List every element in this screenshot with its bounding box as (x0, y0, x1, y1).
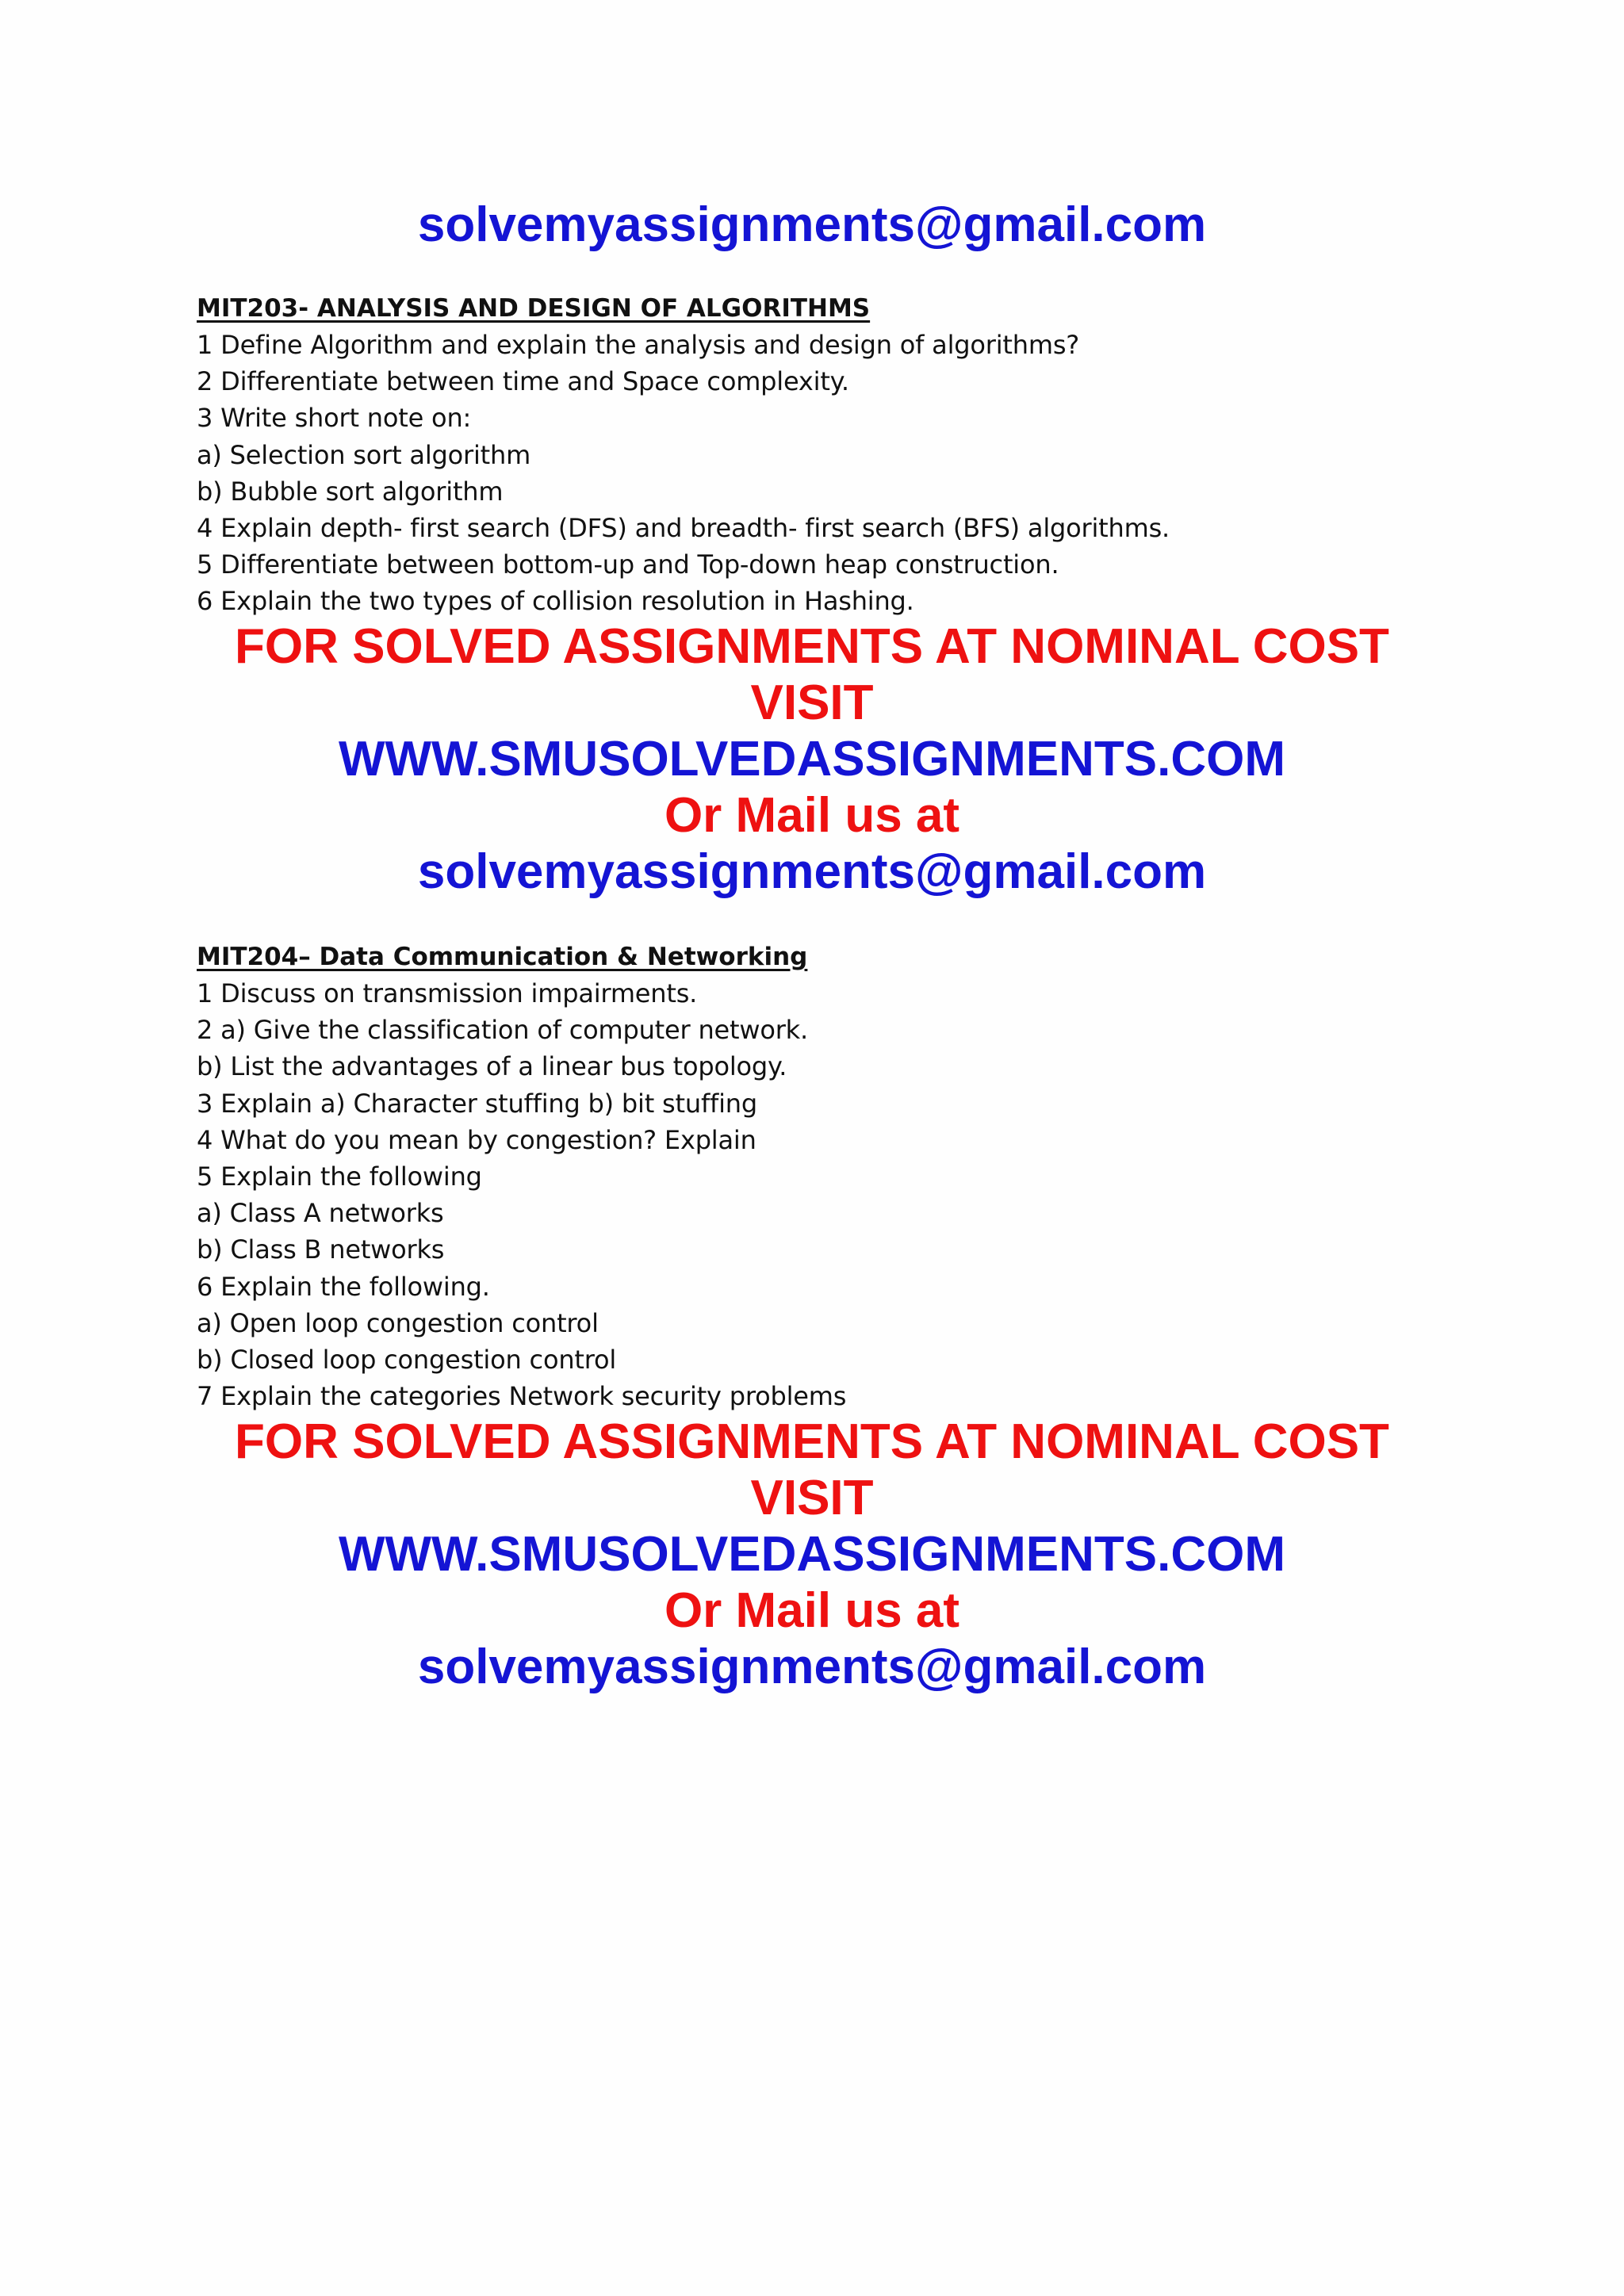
promo-email-link[interactable]: solvemyassignments@gmail.com (417, 844, 1207, 899)
question-line: 2 Differentiate between time and Space complexity. (197, 366, 849, 397)
section-heading: MIT203- ANALYSIS AND DESIGN OF ALGORITHMS (197, 294, 871, 323)
promo-visit: VISIT (750, 675, 874, 730)
promo-headline: FOR SOLVED ASSIGNMENTS AT NOMINAL COST (235, 619, 1389, 674)
question-line: b) Bubble sort algorithm (197, 476, 504, 507)
question-line: 3 Write short note on: (197, 403, 472, 434)
promo-visit: VISIT (750, 1471, 874, 1525)
question-line: b) List the advantages of a linear bus topology. (197, 1051, 787, 1082)
question-line: 6 Explain the following. (197, 1271, 490, 1302)
question-line: 3 Explain a) Character stuffing b) bit stuffing (197, 1088, 757, 1119)
promo-email-link[interactable]: solvemyassignments@gmail.com (417, 1640, 1207, 1694)
promo-mail-prompt: Or Mail us at (664, 788, 960, 843)
section-mit203 (197, 290, 1434, 620)
promo-website-link[interactable]: WWW.SMUSOLVEDASSIGNMENTS.COM (338, 1527, 1286, 1582)
section-mit204 (197, 939, 1434, 1414)
question-line: a) Selection sort algorithm (197, 439, 531, 470)
question-line: 2 a) Give the classification of computer network. (197, 1015, 808, 1046)
question-line: 5 Differentiate between bottom-up and Top-down heap construction. (197, 549, 1059, 580)
question-line: 7 Explain the categories Network security problems (197, 1381, 847, 1412)
question-line: a) Class A networks (197, 1198, 444, 1229)
question-line: b) Class B networks (197, 1234, 445, 1265)
promo-mail-prompt: Or Mail us at (664, 1583, 960, 1638)
promo-website-link[interactable]: WWW.SMUSOLVEDASSIGNMENTS.COM (338, 732, 1286, 786)
section-heading: MIT204– Data Communication & Networking (197, 943, 808, 971)
promo-headline: FOR SOLVED ASSIGNMENTS AT NOMINAL COST (235, 1414, 1389, 1469)
question-line: 4 What do you mean by congestion? Explain (197, 1124, 756, 1155)
header-email: solvemyassignments@gmail.com (417, 197, 1207, 252)
question-line: b) Closed loop congestion control (197, 1345, 617, 1376)
question-line: a) Open loop congestion control (197, 1307, 599, 1338)
question-line: 6 Explain the two types of collision resolution in Hashing. (197, 586, 914, 617)
question-line: 4 Explain depth- first search (DFS) and breadth- first search (BFS) algorithms. (197, 513, 1170, 544)
question-line: 1 Discuss on transmission impairments. (197, 978, 698, 1008)
question-line: 1 Define Algorithm and explain the analysis and design of algorithms? (197, 330, 1080, 360)
question-line: 5 Explain the following (197, 1161, 482, 1192)
